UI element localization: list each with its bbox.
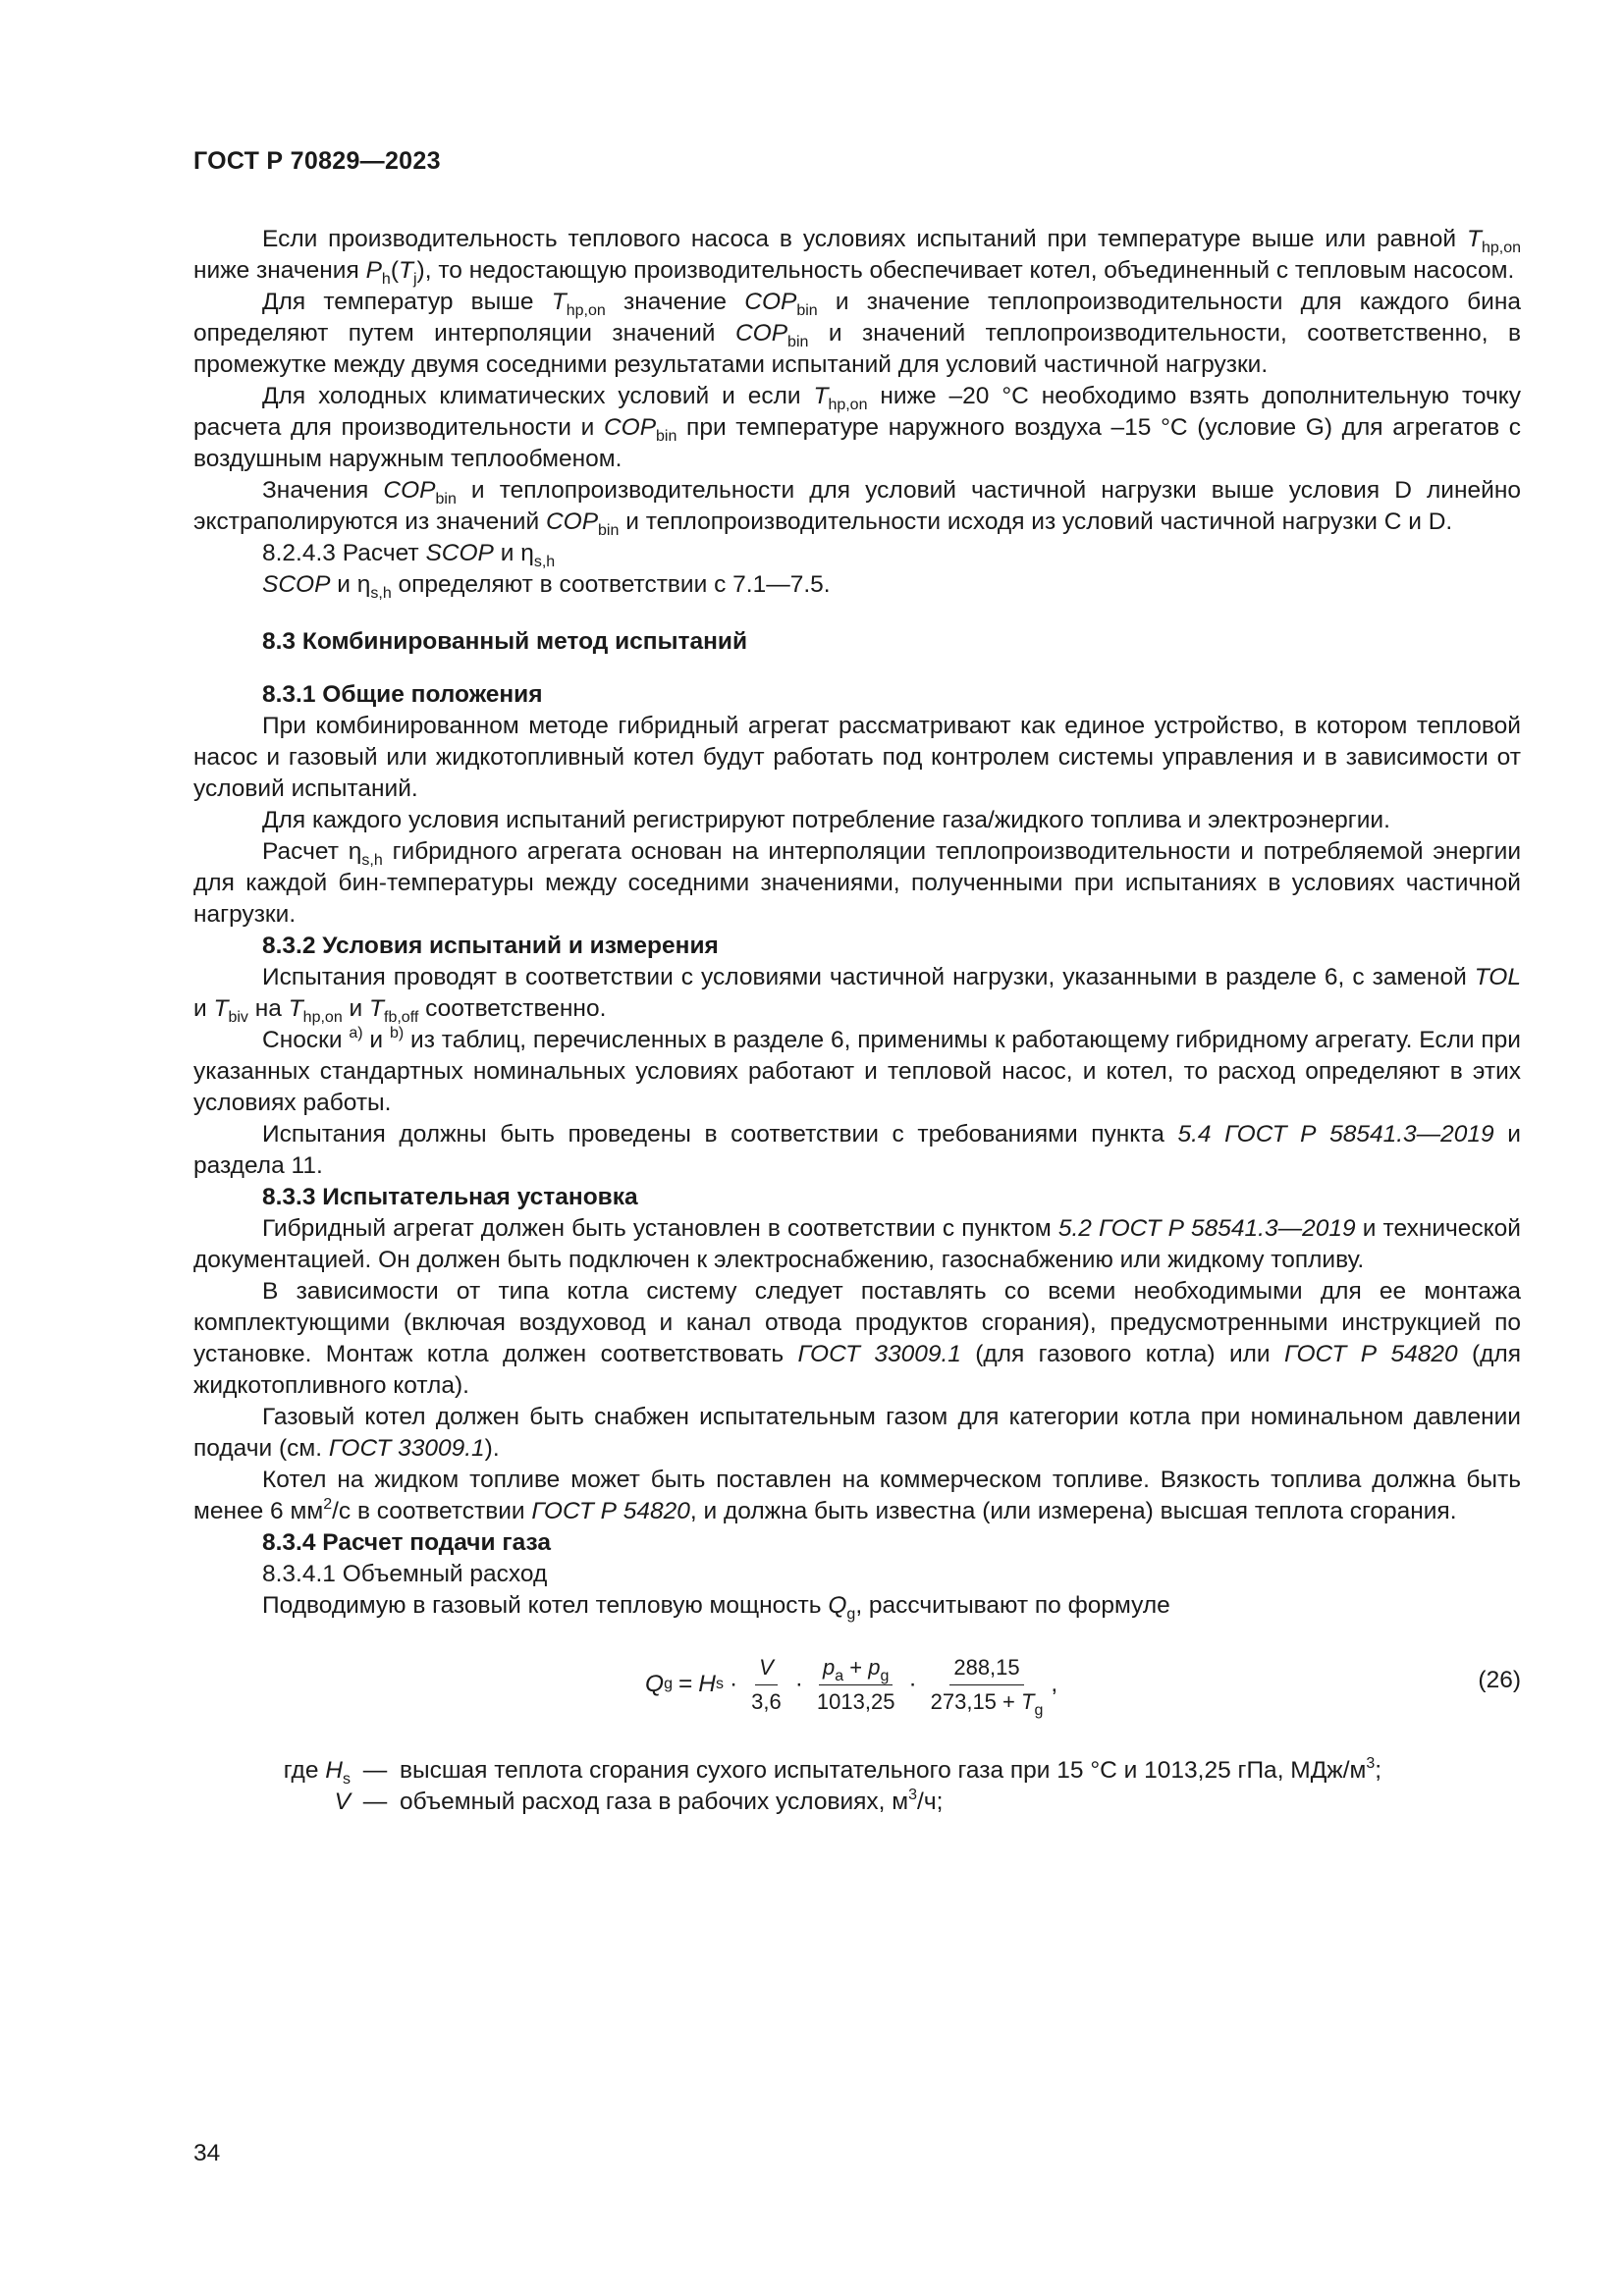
variable-legend xyxy=(193,1755,1521,1818)
paragraph-test-requirements: Испытания должны быть проведены в соответствии с требованиями пункта 5.4 ГОСТ Р 58541.3—2019 и раздела 11. xyxy=(193,1121,1521,1179)
fraction-temperature: $\frac{288,15}{273,15 + T_g}$ xyxy=(930,1654,1044,1719)
subsection-heading-8-3-3: 8.3.3 Испытательная установка xyxy=(262,1184,638,1210)
paragraph-combined-method: При комбинированном методе гибридный агрегат рассматривают как единое устройство, в котором тепловой насос и газовый или жидкотопливный котел будут работать под контролем системы управления и в зависимости от условий испытаний. xyxy=(193,713,1521,802)
paragraph-heat-input: Подводимую в газовый котел тепловую мощность $Q_g$, рассчитывают по формуле xyxy=(262,1592,1170,1623)
formula-expression: Q g = H s · $\frac{V}{3,6}$ · $\frac{p_a + p_g}{1013,25}$ · $\frac{288,15}{273,15 + T_g}$ , xyxy=(645,1654,1058,1719)
paragraph-consumption-registration: Для каждого условия испытаний регистрируют потребление газа/жидкого топлива и электроэнергии. xyxy=(262,807,1390,833)
paragraph-liquid-fuel: Котел на жидком топливе может быть поставлен на коммерческом топливе. Вязкость топлива должна быть менее 6 $мм^2/с$ в соответствии ГОСТ Р 54820, и должна быть известна (или измерена) высшая теплота сгорания. xyxy=(193,1467,1521,1524)
subsection-heading-8-3-1: 8.3.1 Общие положения xyxy=(262,681,543,708)
subsection-heading-8-3-2: 8.3.2 Условия испытаний и измерения xyxy=(262,933,719,959)
paragraph-boiler-mounting: В зависимости от типа котла систему следует поставлять со всеми необходимыми для ее монтажа комплектующими (включая воздуховод и канал отвода продуктов сгорания), предусмотренными инструкцией по установке. Монтаж котла должен соответствовать ГОСТ 33009.1 (для газового котла) или ГОСТ Р 54820 (для жидкотопливного котла). xyxy=(193,1278,1521,1399)
subsection-heading-8-3-4: 8.3.4 Расчет подачи газа xyxy=(262,1529,551,1556)
legend-row-hs: где $H_s$ — высшая теплота сгорания сухого испытательного газа при 15 °С и 1013,25 гПа, МДж/$м^3$; xyxy=(283,1755,1382,1788)
paragraph-scop-definition: SCOP и $\eta_{s,h}$ определяют в соответствии с 7.1—7.5. xyxy=(262,571,831,602)
clause-8-3-4-1: 8.3.4.1 Объемный расход xyxy=(262,1561,548,1587)
paragraph-cold-climate: Для холодных климатических условий и если $T_{hp,on}$ ниже –20 °С необходимо взять дополнительную точку расчета для производительности и $COP_{bin}$ при температуре наружного воздуха –15 °С (условие G) для агрегатов с воздушным наружным теплообменом. xyxy=(193,383,1521,472)
formula-26 xyxy=(193,1635,1521,1734)
page-number: 34 xyxy=(193,2140,221,2166)
paragraph-eta-calculation: Расчет $\eta_{s,h}$ гибридного агрегата основан на интерполяции теплопроизводительности и потребляемой энергии для каждой бин-температуры между соседними значениями, полученными при испытаниях в условиях частичной нагрузки. xyxy=(193,838,1522,928)
paragraph-test-gas: Газовый котел должен быть снабжен испытательным газом для категории котла при номинальном давлении подачи (см. ГОСТ 33009.1). xyxy=(193,1404,1521,1462)
page-header-standard-number: ГОСТ Р 70829—2023 xyxy=(193,147,441,175)
paragraph-test-conditions: Испытания проводят в соответствии с условиями частичной нагрузки, указанными в разделе 6, с заменой TOL и $T_{biv}$ на $T_{hp,on}$ и $T_{fb,off}$ соответственно. xyxy=(193,964,1521,1026)
fraction-pressure: $\frac{p_a + p_g}{1013,25}$ xyxy=(816,1654,895,1714)
equation-number: (26) xyxy=(1478,1667,1521,1693)
paragraph-footnotes: Сноски $^{a)}$ и $^{b)}$ из таблиц, перечисленных в разделе 6, применимы к работающему гибридному агрегату. Если при указанных стандартных номинальных условиях работают и тепловой насос, и котел, то расход определяют в этих условиях работы. xyxy=(193,1025,1521,1116)
section-heading-8-3: 8.3 Комбинированный метод испытаний xyxy=(262,628,748,655)
fraction-volume: $\frac{V}{3,6}$ xyxy=(751,1654,782,1714)
document-body xyxy=(193,224,1521,1818)
paragraph-installation: Гибридный агрегат должен быть установлен в соответствии с пунктом 5.2 ГОСТ Р 58541.3—2019 и технической документацией. Он должен быть подключен к электроснабжению, газоснабжению или жидкому топливу. xyxy=(193,1215,1521,1273)
paragraph-heat-pump-capacity: Если производительность теплового насоса в условиях испытаний при температуре выше или равной $T_{hp,on}$ ниже значения $P_h(T_j)$, то недостающую производительность обеспечивает котел, объединенный с тепловым насосом. xyxy=(193,226,1521,288)
clause-8-2-4-3: 8.2.4.3 Расчет SCOP и $\eta_{s,h}$ xyxy=(262,540,556,570)
paragraph-extrapolation: Значения $COP_{bin}$ и теплопроизводительности для условий частичной нагрузки выше условия D линейно экстраполируются из значений $COP_{bin}$ и теплопроизводительности исходя из условий частичной нагрузки С и D. xyxy=(193,477,1521,539)
legend-row-v: V — объемный расход газа в рабочих условиях, $м^3/ч$; xyxy=(334,1787,944,1815)
paragraph-interpolation: Для температур выше $T_{hp,on}$ значение $COP_{bin}$ и значение теплопроизводительности для каждого бина определяют путем интерполяции значений $COP_{bin}$ и значений теплопроизводительности, соответственно, в промежутке между двумя соседними результатами испытаний для условий частичной нагрузки. xyxy=(193,289,1522,378)
